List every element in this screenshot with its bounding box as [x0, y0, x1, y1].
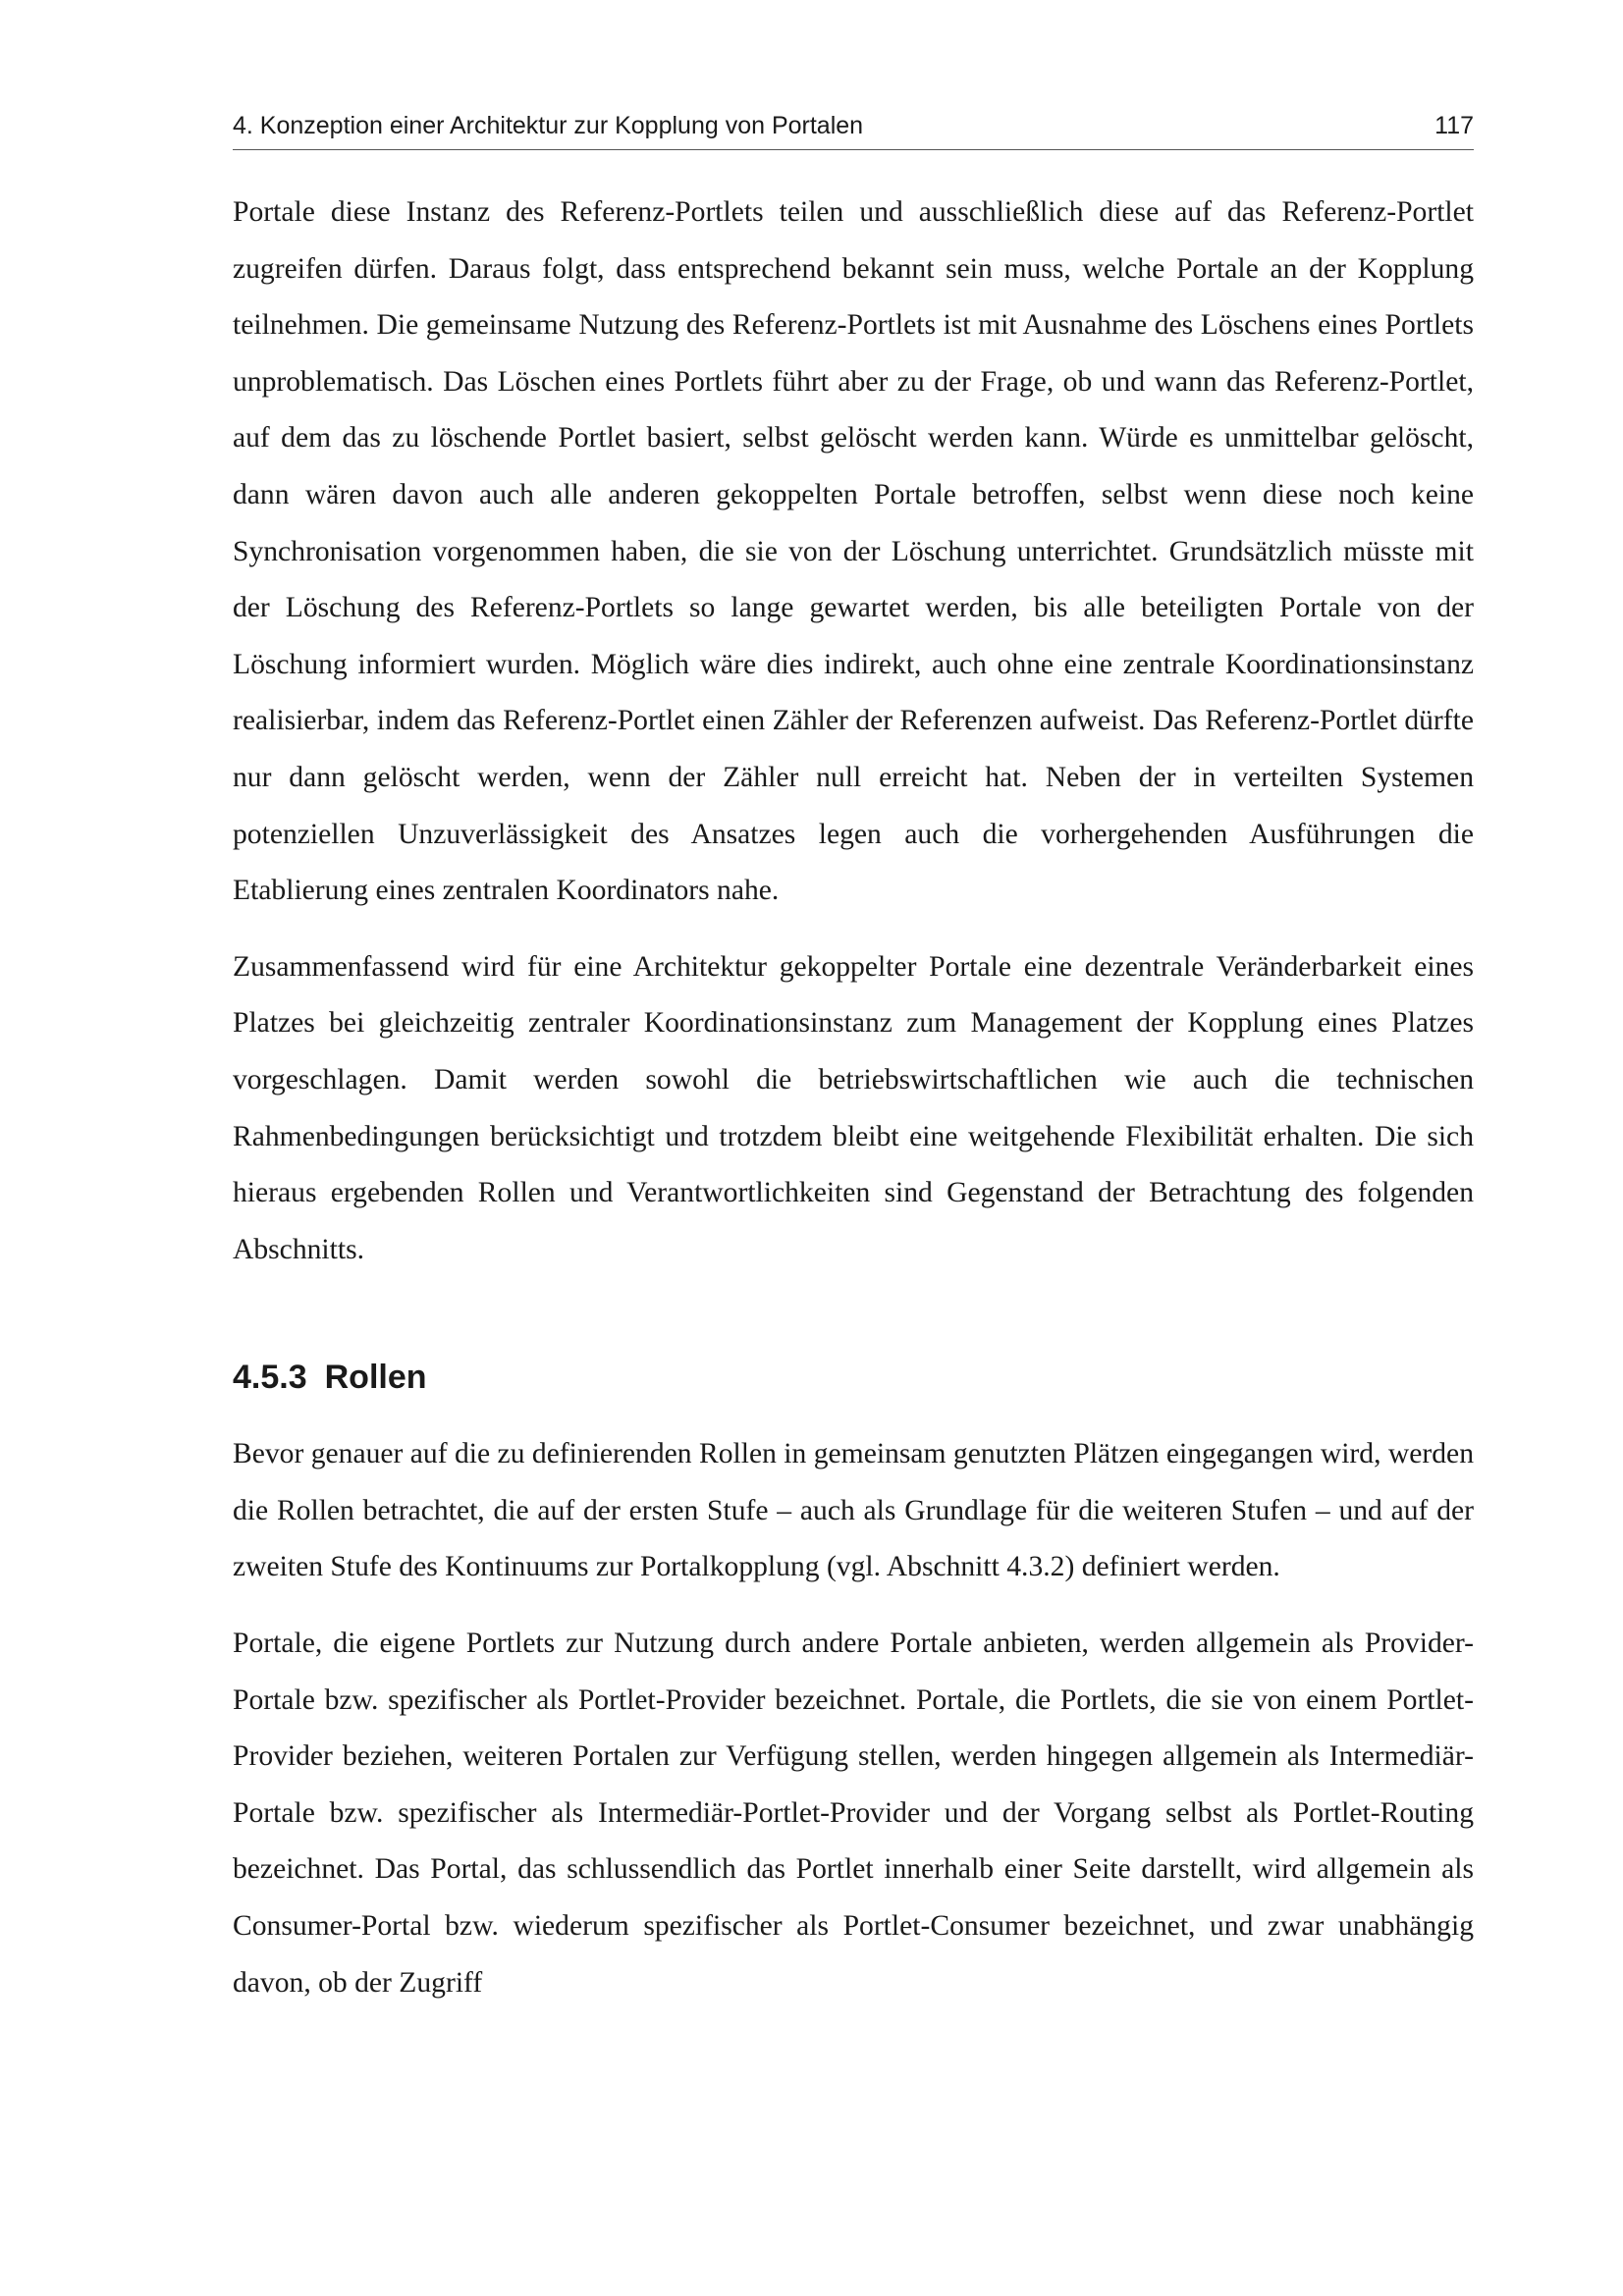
chapter-title: 4. Konzeption einer Architektur zur Kopplung von Portalen [233, 112, 864, 139]
section-number: 4.5.3 [233, 1359, 307, 1397]
page-number: 117 [1434, 112, 1474, 139]
section-heading [233, 1358, 1474, 1397]
paragraph: Bevor genauer auf die zu definierenden Rollen in gemeinsam genutzten Plätzen eingegangen wird, werden die Rollen betrachtet, die auf der ersten Stufe – auch als Grundlage für die weiteren Stufen – und auf der zweiten Stufe des Kontinuums zur Portalkopplung (vgl. Abschnitt 4.3.2) definiert werden. [233, 1438, 1474, 1583]
paragraph: Portale, die eigene Portlets zur Nutzung durch andere Portale anbieten, werden allgemein als Provider-Portale bzw. spezifischer als Portlet-Provider bezeichnet. Portale, die Portlets, die sie von einem Portlet-Provider beziehen, weiteren Portalen zur Verfügung stellen, werden hingegen allgemein als Intermediär-Portale bzw. spezifischer als Intermediär-Portlet-Provider und der Vorgang selbst als Portlet-Routing bezeichnet. Das Portal, das schlussendlich das Portlet innerhalb einer Seite darstellt, wird allgemein als Consumer-Portal bzw. wiederum spezifischer als Portlet-Consumer bezeichnet, und zwar unabhängig davon, ob der Zugriff [233, 1628, 1474, 1999]
section-title: Rollen [324, 1359, 427, 1397]
body-text [233, 185, 1474, 2011]
running-header [233, 110, 1474, 150]
paragraph: Zusammenfassend wird für eine Architektur gekoppelter Portale eine dezentrale Veränderbarkeit eines Platzes bei gleichzeitig zentraler Koordinationsinstanz zum Management der Kopplung eines Platzes vorgeschlagen. Damit werden sowohl die betriebswirtschaftlichen wie auch die technischen Rahmenbedingungen berücksichtigt und trotzdem bleibt eine weitgehende Flexibilität erhalten. Die sich hieraus ergebenden Rollen und Verantwortlichkeiten sind Gegenstand der Betrachtung des folgenden Abschnitts. [233, 950, 1474, 1265]
paragraph: Portale diese Instanz des Referenz-Portlets teilen und ausschließlich diese auf das Referenz-Portlet zugreifen dürfen. Daraus folgt, dass entsprechend bekannt sein muss, welche Portale an der Kopplung teilnehmen. Die gemeinsame Nutzung des Referenz-Portlets ist mit Ausnahme des Löschens eines Portlets unproblematisch. Das Löschen eines Portlets führt aber zu der Frage, ob und wann das Referenz-Portlet, auf dem das zu löschende Portlet basiert, selbst gelöscht werden kann. Würde es unmittelbar gelöscht, dann wären davon auch alle anderen gekoppelten Portale betroffen, selbst wenn diese noch keine Synchronisation vorgenommen haben, die sie von der Löschung unterrichtet. Grundsätzlich müsste mit der Löschung des Referenz-Portlets so lange gewartet werden, bis alle beteiligten Portale von der Löschung informiert wurden. Möglich wäre dies indirekt, auch ohne eine zentrale Koordinationsinstanz realisierbar, indem das Referenz-Portlet einen Zähler der Referenzen aufweist. Das Referenz-Portlet dürfte nur dann gelöscht werden, wenn der Zähler null erreicht hat. Neben der in verteilten Systemen potenziellen Unzuverlässigkeit des Ansatzes legen auch die vorhergehenden Ausführungen die Etablierung eines zentralen Koordinators nahe. [233, 196, 1474, 907]
